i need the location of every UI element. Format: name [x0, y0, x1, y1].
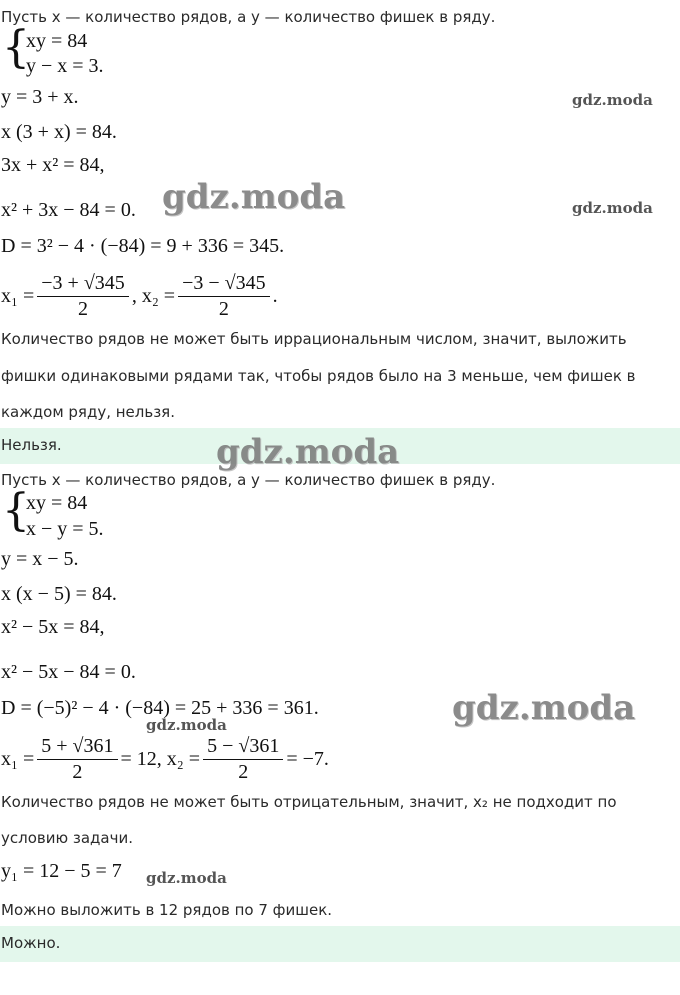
root-fraction — [203, 735, 283, 784]
root-result: = −7. — [286, 748, 329, 770]
watermark-logo: gdz.moda — [146, 716, 227, 734]
discriminant-line: D = (−5)² − 4 · (−84) = 25 + 336 = 361. — [1, 697, 319, 719]
watermark-logo: gdz.moda — [146, 869, 227, 887]
equation-line: x (x − 5) = 84. — [1, 583, 117, 605]
root-label: , x₂ = — [131, 285, 176, 307]
system-eq-2a: xy = 84 — [26, 492, 88, 514]
roots-line-2 — [1, 735, 329, 784]
fraction-numerator: 5 + √361 — [37, 735, 117, 760]
fraction-denominator: 2 — [78, 298, 89, 320]
system-eq-2b: x − y = 5. — [26, 518, 104, 540]
roots-line-1 — [1, 272, 278, 321]
watermark-logo: gdz.moda — [572, 91, 653, 109]
root-fraction — [37, 735, 117, 784]
equation-line: x² + 3x − 84 = 0. — [1, 199, 136, 221]
fraction-numerator: −3 − √345 — [178, 272, 270, 297]
explanation-text: Количество рядов не может быть иррациональным числом, значит, выложить — [1, 330, 627, 348]
fraction-numerator: 5 − √361 — [203, 735, 283, 760]
equation-line: x² − 5x − 84 = 0. — [1, 661, 136, 683]
root-result: = 12, x₂ = — [120, 748, 201, 770]
equation-line: 3x + x² = 84, — [1, 154, 105, 176]
root-fraction — [37, 272, 129, 321]
root-end: . — [272, 285, 278, 307]
explanation-text: условию задачи. — [1, 829, 133, 847]
fraction-denominator: 2 — [238, 761, 249, 783]
answer-text: Можно. — [1, 934, 61, 952]
explanation-text: фишки одинаковыми рядами так, чтобы рядов было на 3 меньше, чем фишек в — [1, 367, 636, 385]
result-line: y₁ = 12 − 5 = 7 — [1, 860, 122, 882]
answer-text: Нельзя. — [1, 436, 62, 454]
system-brace-1: { — [2, 22, 30, 73]
system-eq-1a: xy = 84 — [26, 30, 88, 52]
fraction-denominator: 2 — [218, 298, 229, 320]
equation-line: x (3 + x) = 84. — [1, 121, 117, 143]
answer-box-2 — [0, 926, 680, 962]
equation-line: y = x − 5. — [1, 548, 79, 570]
conclusion-text: Можно выложить в 12 рядов по 7 фишек. — [1, 901, 333, 919]
intro-text-1: Пусть x — количество рядов, а y — количество фишек в ряду. — [1, 8, 496, 26]
intro-text-2: Пусть x — количество рядов, а y — количество фишек в ряду. — [1, 471, 496, 489]
fraction-numerator: −3 + √345 — [37, 272, 129, 297]
system-brace-2: { — [2, 485, 30, 536]
equation-line: y = 3 + x. — [1, 86, 79, 108]
watermark-logo: gdz.moda — [452, 688, 636, 728]
watermark-logo: gdz.moda — [572, 199, 653, 217]
discriminant-line: D = 3² − 4 · (−84) = 9 + 336 = 345. — [1, 235, 285, 257]
root-label: x₁ = — [1, 285, 35, 307]
explanation-text: Количество рядов не может быть отрицательным, значит, x₂ не подходит по — [1, 793, 617, 811]
fraction-denominator: 2 — [72, 761, 83, 783]
root-fraction — [178, 272, 270, 321]
system-eq-1b: y − x = 3. — [26, 55, 104, 77]
watermark-logo: gdz.moda — [162, 177, 346, 217]
watermark-logo: gdz.moda — [216, 432, 400, 472]
equation-line: x² − 5x = 84, — [1, 616, 105, 638]
explanation-text: каждом ряду, нельзя. — [1, 403, 175, 421]
root-label: x₁ = — [1, 748, 35, 770]
